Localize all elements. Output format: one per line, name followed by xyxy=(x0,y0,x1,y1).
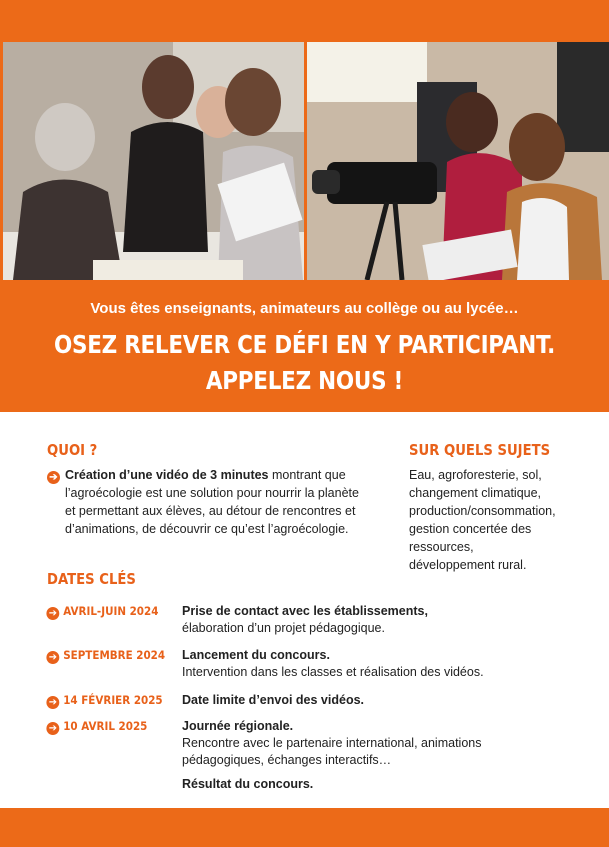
quoi-line3: et permettant aux élèves, au détour de rencontres et xyxy=(65,504,356,518)
date-event-text: pédagogiques, échanges interactifs… xyxy=(182,753,392,767)
orange-arrow-circle-icon: ➔ xyxy=(46,651,59,664)
date-label: ➔ 14 FÉVRIER 2025 xyxy=(47,692,163,709)
quoi-line4: d’animations, de découvrir ce qu’est l’agroécologie. xyxy=(65,522,349,536)
date-event-title: Date limite d’envoi des vidéos. xyxy=(182,693,365,707)
orange-arrow-circle-icon: ➔ xyxy=(46,696,59,709)
dates-section-title: DATES CLÉS xyxy=(47,570,136,588)
sujets-line: développement rural. xyxy=(409,558,527,572)
photo-video-camera-workshop xyxy=(307,42,609,280)
sujets-line: changement climatique, xyxy=(409,486,542,500)
date-description xyxy=(182,647,567,681)
orange-arrow-circle-icon: ➔ xyxy=(47,471,60,484)
date-description xyxy=(182,718,567,793)
quoi-line1-rest: montrant que xyxy=(268,468,346,482)
quoi-section-title: QUOI ? xyxy=(47,441,98,459)
top-orange-band xyxy=(0,0,609,42)
sujets-line: production/consommation, xyxy=(409,504,556,518)
date-event-title: Journée régionale. xyxy=(182,719,294,733)
photo-students-with-teacher xyxy=(3,42,304,280)
date-label: ➔ AVRIL-JUIN 2024 xyxy=(47,603,158,620)
banner-headline-line2: APPELEZ NOUS ! xyxy=(205,366,404,395)
date-event-title: Lancement du concours. xyxy=(182,648,330,662)
orange-arrow-circle-icon: ➔ xyxy=(46,722,59,735)
date-description xyxy=(182,692,567,709)
date-event-text: Intervention dans les classes et réalisation des vidéos. xyxy=(182,665,484,679)
date-label: ➔ SEPTEMBRE 2024 xyxy=(47,647,165,664)
sujets-line: gestion concertée des xyxy=(409,522,532,536)
date-event-text: élaboration d’un projet pédagogique. xyxy=(182,621,385,635)
sujets-line: ressources, xyxy=(409,540,474,554)
orange-arrow-circle-icon: ➔ xyxy=(46,607,59,620)
sujets-line: Eau, agroforesterie, sol, xyxy=(409,468,542,482)
final-result: Résultat du concours. xyxy=(182,777,314,791)
quoi-description xyxy=(47,466,377,538)
date-description xyxy=(182,603,567,637)
date-event-title: Prise de contact avec les établissements, xyxy=(182,604,428,618)
photo-strip xyxy=(0,42,609,280)
bottom-orange-band xyxy=(0,808,609,847)
call-to-action-banner xyxy=(0,280,609,412)
quoi-line2: l’agroécologie est une solution pour nourrir la planète xyxy=(65,486,359,500)
banner-headline-line1: OSEZ RELEVER CE DÉFI EN Y PARTICIPANT. xyxy=(53,330,556,359)
date-label: ➔ 10 AVRIL 2025 xyxy=(47,718,147,735)
banner-subtitle: Vous êtes enseignants, animateurs au collège ou au lycée… xyxy=(90,300,519,317)
date-event-text: Rencontre avec le partenaire international, animations xyxy=(182,736,482,750)
sujets-section-title: SUR QUELS SUJETS xyxy=(409,441,551,459)
sujets-list xyxy=(409,466,579,574)
quoi-bold-lead: Création d’une vidéo de 3 minutes xyxy=(65,468,269,482)
